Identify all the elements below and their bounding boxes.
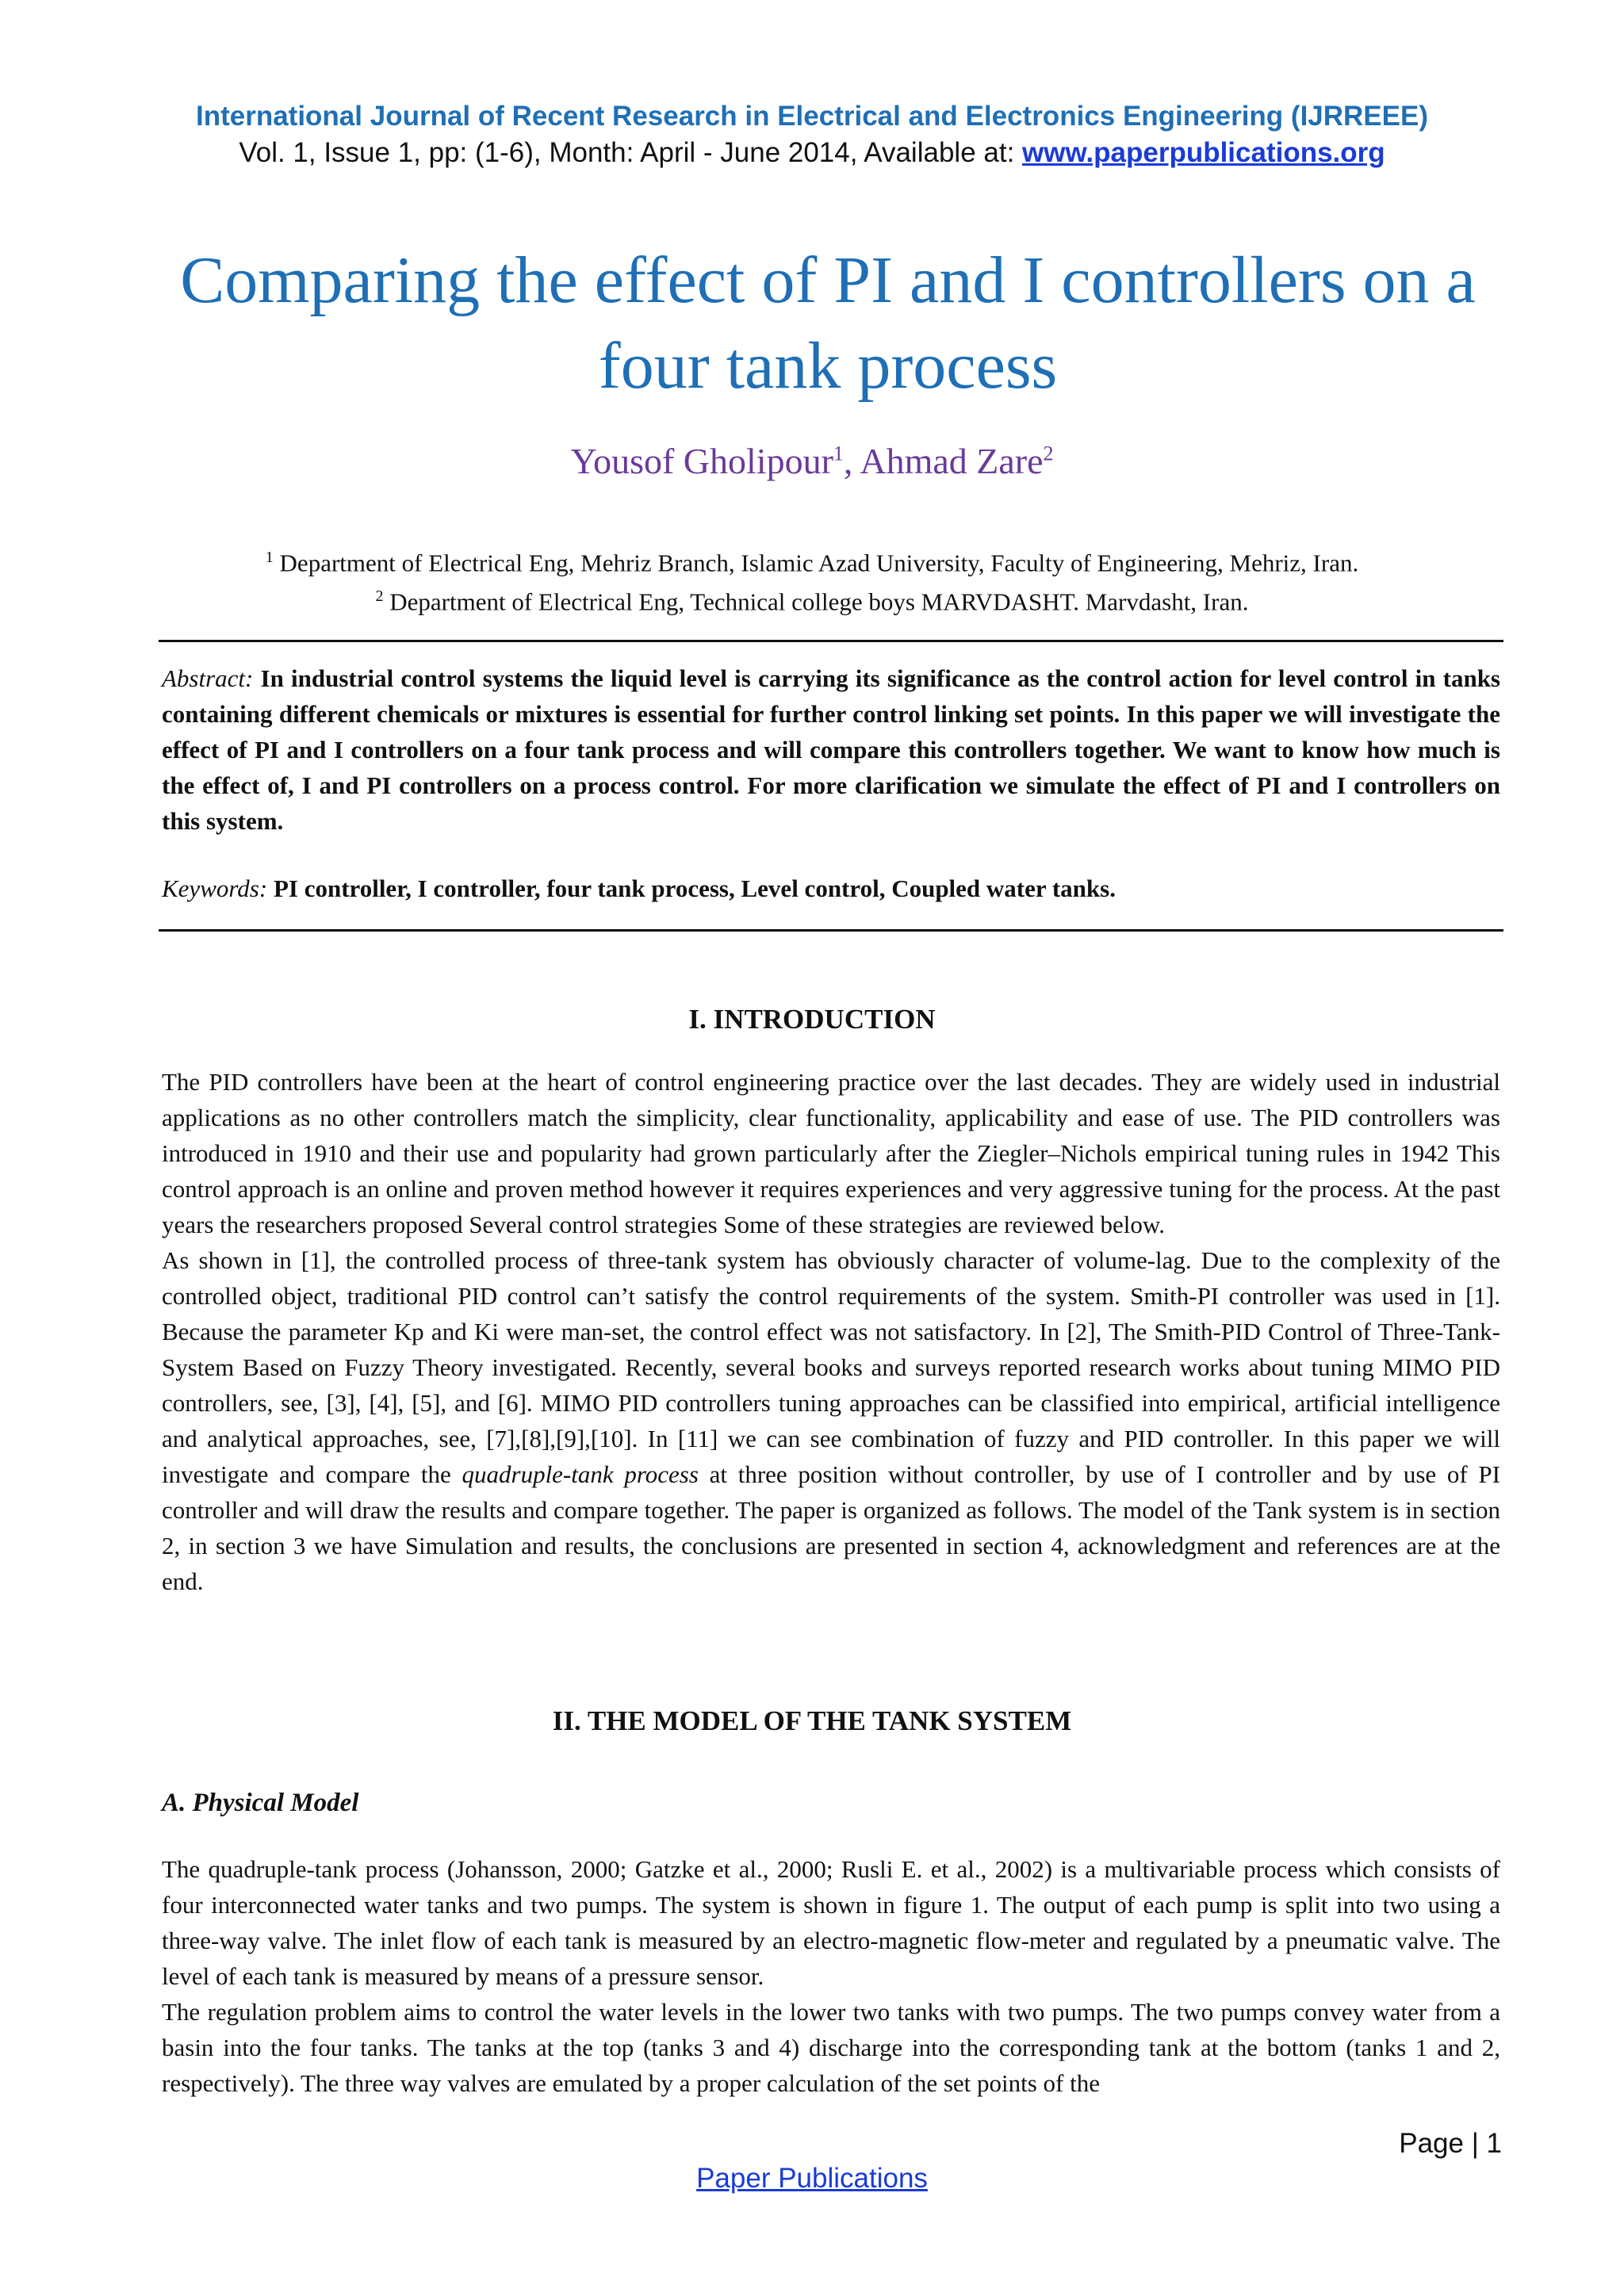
authors	[0, 440, 1624, 482]
intro-paragraph-2	[162, 1242, 1500, 1599]
abstract-label: Abstract:	[162, 664, 254, 692]
keywords-text: PI controller, I controller, four tank process, Level control, Coupled water tanks.	[267, 874, 1116, 902]
affiliation-2-mark: 2	[375, 587, 384, 606]
affiliations	[0, 541, 1624, 619]
model-body	[162, 1851, 1500, 2101]
author-separator: ,	[843, 441, 860, 481]
top-divider	[159, 640, 1503, 642]
paper-title: Comparing the effect of PI and I controllers on a four tank process	[180, 243, 1476, 403]
subheading-physical-model: A. Physical Model	[162, 1789, 359, 1817]
author-2-affiliation-mark: 2	[1043, 442, 1054, 465]
affiliation-1-mark: 1	[265, 549, 274, 566]
abstract	[162, 660, 1500, 839]
page-number: Page | 1	[1399, 2128, 1502, 2159]
model-paragraph-2: The regulation problem aims to control the water levels in the lower two tanks with two pumps. The two pumps convey water from a basin into the four tanks. The tanks at the top (tanks 3 and 4) discharge into the corresponding tank at the bottom (tanks 1 and 2, respectively). The three way valves are emulated by a proper calculation of the set points of the	[162, 1998, 1500, 2097]
journal-volume-line	[0, 135, 1624, 171]
abstract-text: In industrial control systems the liquid level is carrying its significance as the control action for level control in tanks containing different chemicals or mixtures is essential for further control linking set points. In this paper we will investigate the effect of PI and I controllers on a four tank process and will compare this controllers together. We want to know how much is the effect of, I and PI controllers on a process control. For more clarification we simulate the effect of PI and I controllers on this system.	[162, 664, 1500, 835]
publisher-footer-link[interactable]: Paper Publications	[696, 2163, 928, 2194]
section-heading-tank-model: II. THE MODEL OF THE TANK SYSTEM	[552, 1705, 1072, 1736]
intro-paragraph-2-italic: quadruple-tank process	[462, 1460, 699, 1488]
affiliation-1-text: Department of Electrical Eng, Mehriz Branch, Islamic Azad University, Faculty of Engineering, Mehriz, Iran.	[273, 549, 1359, 577]
intro-paragraph-2-part-2: at three position without controller, by use of I controller and by use of PI controller and will draw the results and compare together. The paper is organized as follows. The model of the Tank system is in section 2, in section 3 we have Simulation and results, the conclusions are presented in section 4, acknowledgment and references are at the end.	[162, 1460, 1500, 1595]
intro-paragraph-1: The PID controllers have been at the heart of control engineering practice over the last decades. They are widely used in industrial applications as no other controllers match the simplicity, clear functionality, applicability and ease of use. The PID controllers was introduced in 1910 and their use and popularity had grown particularly after the Ziegler–Nichols empirical tuning rules in 1942 This control approach is an online and proven method however it requires experiences and very aggressive tuning for the process. At the past years the researchers proposed Several control strategies Some of these strategies are reviewed below.	[162, 1068, 1500, 1238]
journal-website-link[interactable]: www.paperpublications.org	[1022, 137, 1385, 168]
model-paragraph-1: The quadruple-tank process (Johansson, 2000; Gatzke et al., 2000; Rusli E. et al., 2002) is a multivariable process which consists of four interconnected water tanks and two pumps. The system is shown in figure 1. The output of each pump is split into two using a three-way valve. The inlet flow of each tank is measured by an electro-magnetic flow-meter and regulated by a pneumatic valve. The level of each tank is measured by means of a pressure sensor.	[162, 1855, 1500, 1990]
keywords	[162, 871, 1500, 906]
author-2: Ahmad Zare	[860, 441, 1044, 481]
volume-text: Vol. 1, Issue 1, pp: (1-6), Month: April - June 2014, Available at:	[239, 137, 1023, 168]
introduction-body	[162, 1064, 1500, 1599]
section-heading-introduction: I. INTRODUCTION	[688, 1004, 936, 1035]
author-1-affiliation-mark: 1	[833, 442, 844, 465]
journal-title: International Journal of Recent Research in Electrical and Electronics Engineering (IJRREEE)	[195, 101, 1428, 132]
intro-paragraph-2-part-1: As shown in [1], the controlled process of three-tank system has obviously character of volume-lag. Due to the complexity of the controlled object, traditional PID control can’t satisfy the control requirements of the system. Smith-PI controller was used in [1]. Because the parameter Kp and Ki were man-set, the control effect was not satisfactory. In [2], The Smith-PID Control of Three-Tank-System Based on Fuzzy Theory investigated. Recently, several books and surveys reported research works about tuning MIMO PID controllers, see, [3], [4], [5], and [6]. MIMO PID controllers tuning approaches can be classified into empirical, artificial intelligence and analytical approaches, see, [7],[8],[9],[10]. In [11] we can see combination of fuzzy and PID controller. In this paper we will investigate and compare the	[162, 1246, 1500, 1488]
journal-header	[0, 98, 1624, 171]
affiliation-1	[0, 541, 1624, 580]
affiliation-2-text: Department of Electrical Eng, Technical college boys MARVDASHT. Marvdasht, Iran.	[383, 587, 1249, 616]
affiliation-2	[0, 580, 1624, 618]
keywords-label: Keywords:	[162, 874, 268, 902]
author-1: Yousof Gholipour	[570, 441, 833, 481]
bottom-divider	[159, 929, 1503, 932]
